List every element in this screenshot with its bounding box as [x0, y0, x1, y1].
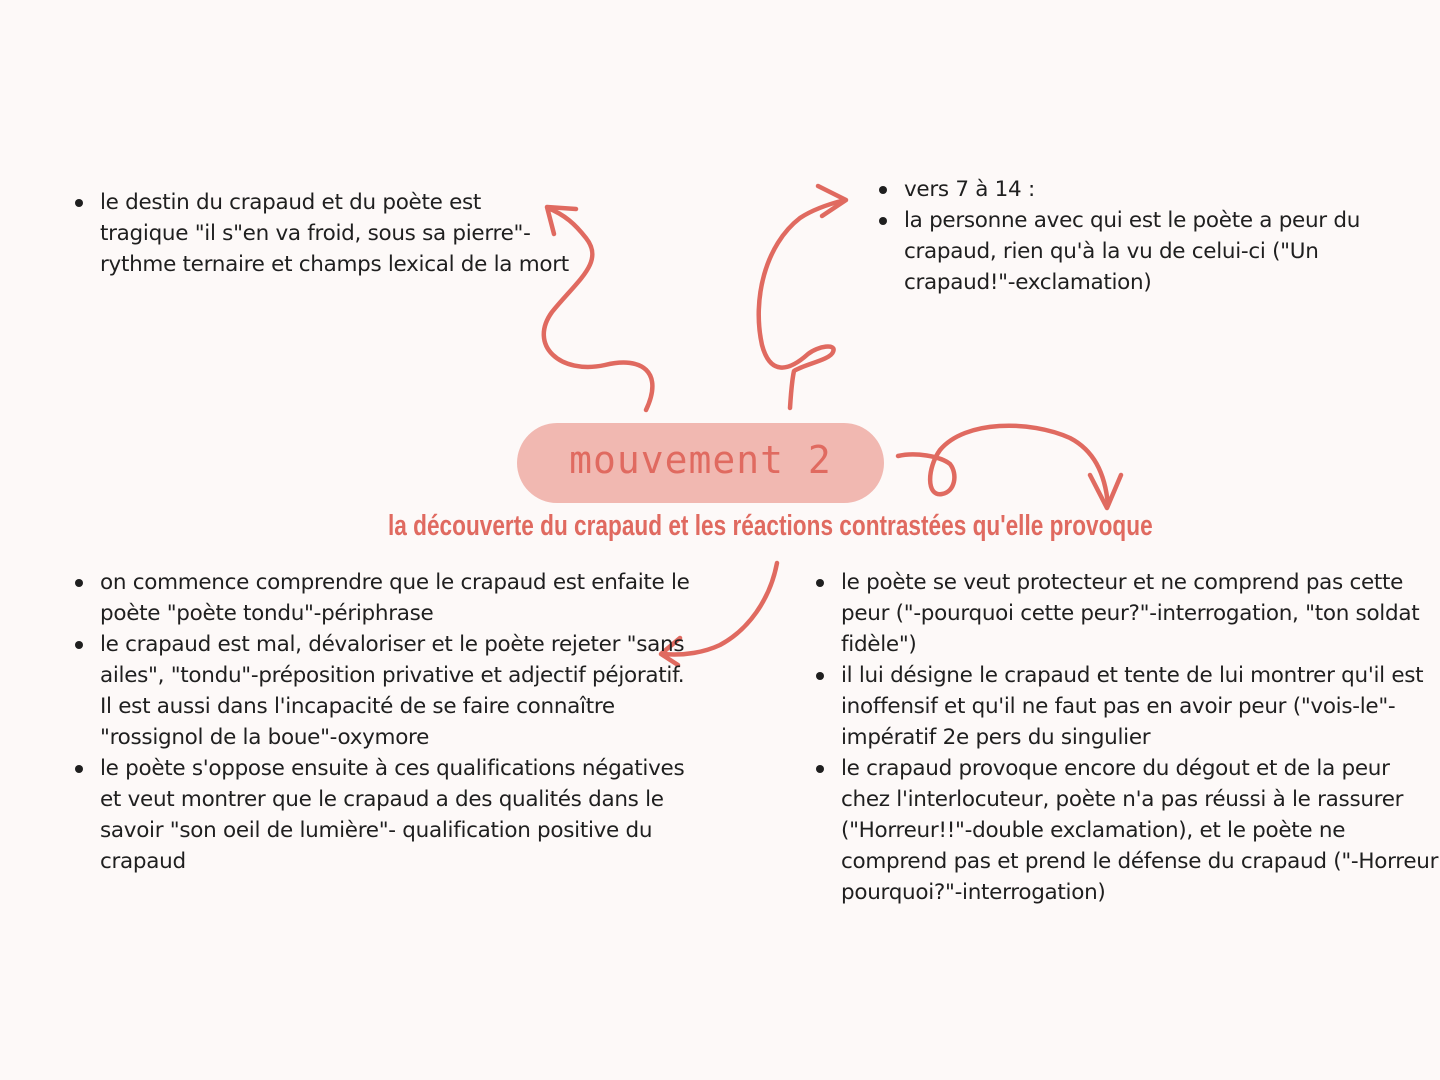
- note-item: on commence comprendre que le crapaud est enfaite le poète "poète tondu"-périphrase: [100, 567, 690, 629]
- note-item: le crapaud est mal, dévaloriser et le poète rejeter "sans ailes", "tondu"-préposition privative et adjectif péjoratif. Il est aussi dans l'incapacité de se faire connaître "rossignol de la boue"-oxymore: [100, 629, 690, 753]
- note-item: le destin du crapaud et du poète est tragique "il s"en va froid, sous sa pierre"- rythme ternaire et champs lexical de la mort: [100, 187, 570, 280]
- note-item: il lui désigne le crapaud et tente de lui montrer qu'il est inoffensif et qu'il ne faut pas en avoir peur ("vois-le"-impératif 2e pers du singulier: [841, 660, 1440, 753]
- central-topic-subtitle: la découverte du crapaud et les réactions contrastées qu'elle provoque: [388, 510, 1153, 542]
- notes-top-left: [72, 187, 570, 280]
- notes-bottom-left: [72, 567, 690, 877]
- note-item: le poète s'oppose ensuite à ces qualifications négatives et veut montrer que le crapaud a des qualités dans le savoir "son oeil de lumière"- qualification positive du crapaud: [100, 753, 690, 877]
- arrowhead-bottom-right: [1090, 475, 1121, 508]
- note-item: le crapaud provoque encore du dégout et de la peur chez l'interlocuteur, poète n'a pas réussi à le rassurer ("Horreur!!"-double exclamation), et le poète ne comprend pas et prend le défense du crapaud ("-Horreur pourquoi?"-interrogation): [841, 753, 1440, 908]
- note-item: vers 7 à 14 :: [904, 174, 1424, 205]
- notes-bottom-right: [813, 567, 1440, 908]
- note-item: la personne avec qui est le poète a peur du crapaud, rien qu'à la vu de celui-ci ("Un crapaud!"-exclamation): [904, 205, 1424, 298]
- note-item: le poète se veut protecteur et ne comprend pas cette peur ("-pourquoi cette peur?"-interrogation, "ton soldat fidèle"): [841, 567, 1440, 660]
- central-topic-title: mouvement 2: [569, 438, 832, 482]
- central-topic-pill: [517, 423, 884, 503]
- arrow-to-bottom-right: [898, 426, 1108, 505]
- arrowhead-top-right: [818, 186, 846, 216]
- arrow-to-top-right: [759, 200, 845, 408]
- notes-top-right: [876, 174, 1424, 298]
